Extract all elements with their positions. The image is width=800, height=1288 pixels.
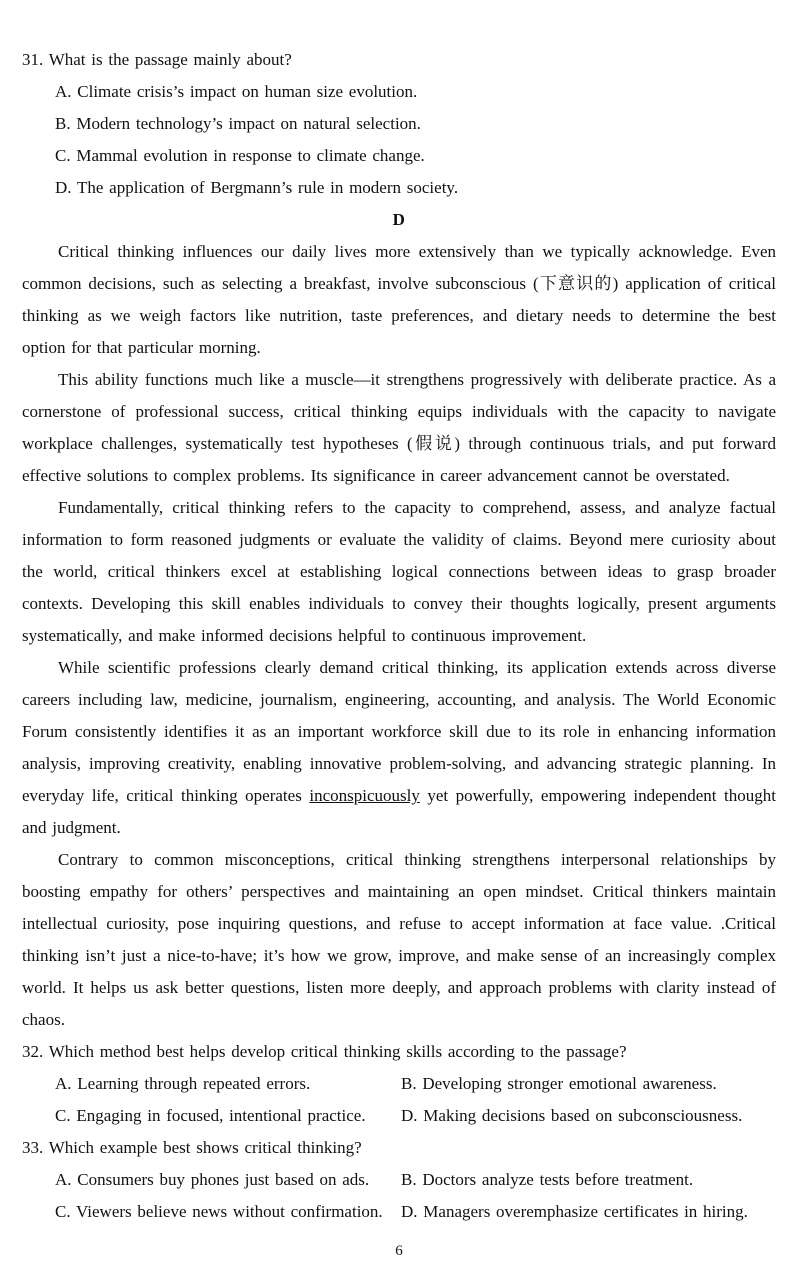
passage-paragraph-4 bbox=[22, 652, 776, 844]
question-31-option-b: B. Modern technology’s impact on natural selection. bbox=[55, 114, 421, 133]
question-32-number: 32. bbox=[22, 1042, 44, 1061]
question-32 bbox=[22, 1036, 776, 1132]
page-number: 6 bbox=[395, 1243, 403, 1259]
passage-paragraph-2: This ability functions much like a muscle—it strengthens progressively with deliberate practice. As a cornerstone of professional success, critical thinking equips individuals with the capacity to navigate workplace challenges, systematically test hypotheses (假说) through continuous trials, and put forward effective solutions to complex problems. Its significance in career advancement cannot be overstated. bbox=[22, 370, 776, 485]
question-31-options bbox=[22, 76, 776, 204]
passage-paragraph-3: Fundamentally, critical thinking refers to the capacity to comprehend, assess, and analyze factual information to form reasoned judgments or evaluate the validity of claims. Beyond mere curiosity about the world, critical thinkers excel at establishing logical connections between ideas to grasp broader contexts. Developing this skill enables individuals to convey their thoughts logically, present arguments systematically, and make informed decisions helpful to continuous improvement. bbox=[22, 498, 776, 645]
question-33-option-b: B. Doctors analyze tests before treatment. bbox=[401, 1170, 694, 1189]
passage-section-label: D bbox=[392, 210, 406, 229]
paragraph-4-text-after: yet powerfully, empowering independent thought and judgment. bbox=[22, 786, 776, 837]
question-33-option-a: A. Consumers buy phones just based on ads. bbox=[55, 1170, 370, 1189]
paragraph-4-text-before: While scientific professions clearly demand critical thinking, its application extends across diverse careers including law, medicine, journalism, engineering, accounting, and analysis. The World Economic Forum consistently identifies it as an important workforce skill due to its role in enhancing information analysis, improving creativity, enabling innovative problem-solving, and advancing strategic planning. In everyday life, critical thinking operates bbox=[22, 658, 776, 805]
question-33-option-d: D. Managers overemphasize certificates in hiring. bbox=[401, 1202, 748, 1221]
question-33-text: Which example best shows critical thinking? bbox=[48, 1138, 362, 1157]
question-33 bbox=[22, 1132, 776, 1228]
question-32-prompt bbox=[22, 1036, 776, 1068]
passage-paragraph-5: Contrary to common misconceptions, critical thinking strengthens interpersonal relationships by boosting empathy for others’ perspectives and maintaining an open mindset. Critical thinkers maintain intellectual curiosity, pose inquiring questions, and refuse to accept information at face value. .Critical thinking isn’t just a nice-to-have; it’s how we grow, improve, and make sense of an increasingly complex world. It helps us ask better questions, listen more deeply, and approach problems with clarity instead of chaos. bbox=[22, 850, 776, 1029]
question-31-number: 31. bbox=[22, 50, 44, 69]
question-32-option-b: B. Developing stronger emotional awareness. bbox=[401, 1074, 717, 1093]
question-32-option-c: C. Engaging in focused, intentional practice. bbox=[55, 1106, 366, 1125]
underlined-word: inconspicuously bbox=[309, 786, 420, 805]
question-32-option-d: D. Making decisions based on subconsciousness. bbox=[401, 1106, 743, 1125]
question-33-number: 33. bbox=[22, 1138, 44, 1157]
question-33-option-c: C. Viewers believe news without confirmation. bbox=[55, 1202, 383, 1221]
question-32-text: Which method best helps develop critical thinking skills according to the passage? bbox=[48, 1042, 627, 1061]
question-31-option-c: C. Mammal evolution in response to climate change. bbox=[55, 146, 425, 165]
question-33-prompt bbox=[22, 1132, 776, 1164]
question-33-options bbox=[22, 1164, 776, 1228]
question-31 bbox=[22, 44, 776, 204]
question-31-option-d: D. The application of Bergmann’s rule in modern society. bbox=[55, 178, 459, 197]
question-31-prompt bbox=[22, 44, 776, 76]
question-31-option-a: A. Climate crisis’s impact on human size evolution. bbox=[55, 82, 418, 101]
question-32-option-a: A. Learning through repeated errors. bbox=[55, 1074, 311, 1093]
question-32-options bbox=[22, 1068, 776, 1132]
passage-paragraph-1: Critical thinking influences our daily lives more extensively than we typically acknowledge. Even common decisions, such as selecting a breakfast, involve subconscious (下意识的) application of critical thinking as we weigh factors like nutrition, taste preferences, and dietary needs to determine the best option for that particular morning. bbox=[22, 242, 776, 357]
question-31-text: What is the passage mainly about? bbox=[48, 50, 292, 69]
